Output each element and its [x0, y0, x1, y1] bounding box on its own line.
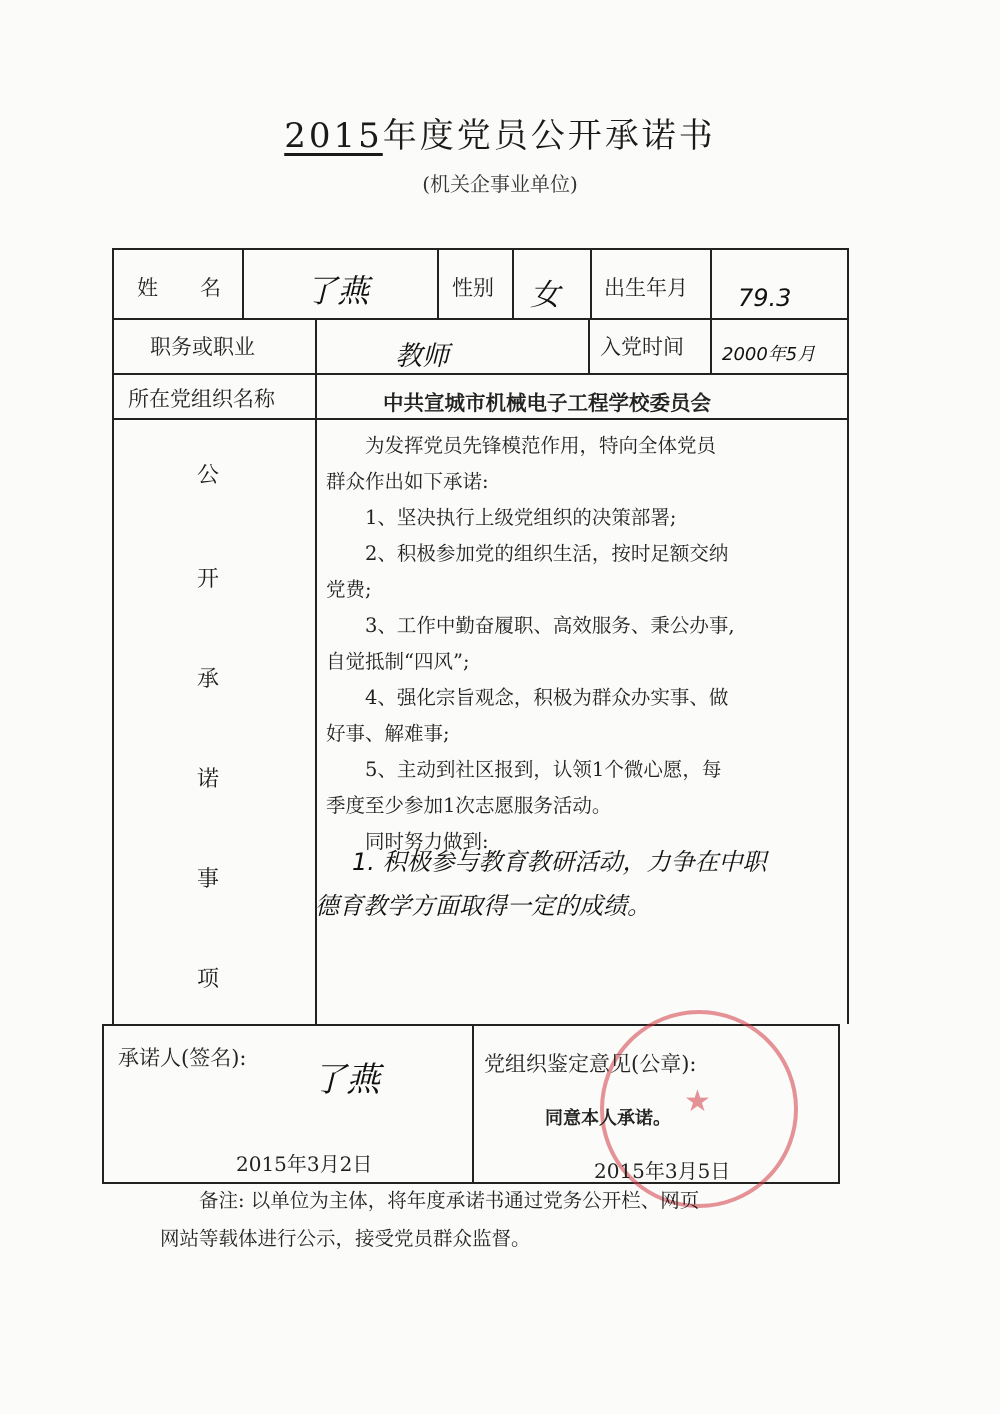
signature-date: 2015年3月2日: [236, 1152, 373, 1176]
row-divider-1: [112, 318, 847, 320]
intro-line: 群众作出如下承诺:: [326, 470, 489, 493]
footnote: [160, 1182, 840, 1258]
handwritten-line: 德育教学方面取得一定的成绩。: [315, 892, 651, 920]
approval-value: 同意本人承诺。: [545, 1108, 671, 1129]
commitment-item: 4、强化宗旨观念，积极为群众办实事、做: [365, 686, 729, 709]
join-value: 2000年5月: [722, 344, 816, 365]
job-label: 职务或职业: [150, 335, 255, 359]
commitment-item: 1、坚决执行上级党组织的决策部署;: [365, 506, 677, 529]
org-value: 中共宣城市机械电子工程学校委员会: [383, 391, 711, 415]
page-title: [0, 108, 1000, 157]
footnote-line: 网站等载体进行公示，接受党员群众监督。: [160, 1227, 531, 1250]
page-subtitle: (机关企事业单位): [422, 172, 578, 196]
row-divider-2: [112, 373, 847, 375]
name-label: 姓 名: [137, 276, 221, 300]
commitment-item-cont: 季度至少参加1次志愿服务活动。: [326, 794, 612, 817]
side-char: 诺: [197, 767, 220, 792]
org-label: 所在党组织名称: [128, 387, 275, 411]
side-char: 事: [197, 867, 220, 892]
title-year: 2015: [284, 116, 383, 156]
col-divider: [315, 373, 317, 1024]
name-value: 了燕: [305, 272, 370, 310]
birth-value: 79.3: [738, 284, 792, 312]
col-divider: [590, 248, 592, 318]
table-border-right: [847, 248, 849, 1024]
gender-label: 性别: [452, 276, 494, 300]
col-divider: [710, 248, 712, 318]
commitment-text: [326, 428, 836, 860]
birth-label: 出生年月: [604, 276, 688, 300]
also-line: 同时努力做到:: [365, 830, 489, 853]
table-border-top: [112, 248, 847, 250]
signature-label: 承诺人(签名):: [118, 1046, 247, 1070]
commitment-item: 3、工作中勤奋履职、高效服务、秉公办事,: [365, 614, 735, 637]
gender-value: 女: [530, 278, 560, 313]
star-icon: ★: [684, 1084, 711, 1119]
bottom-border-left: [102, 1024, 104, 1182]
col-divider: [242, 248, 244, 318]
row-divider-3: [112, 418, 847, 420]
table-border-left: [112, 248, 114, 1024]
footnote-line: 备注: 以单位为主体，将年度承诺书通过党务公开栏、网页: [199, 1189, 700, 1212]
approval-label: 党组织鉴定意见(公章):: [484, 1052, 697, 1076]
side-char: 项: [197, 967, 220, 992]
signature-value: 了燕: [312, 1060, 380, 1100]
intro-line: 为发挥党员先锋模范作用，特向全体党员: [365, 434, 717, 457]
bottom-border-right: [838, 1024, 840, 1182]
col-divider: [588, 318, 590, 373]
join-label: 入党时间: [600, 335, 684, 359]
job-value: 教师: [395, 341, 449, 372]
col-divider: [472, 1024, 474, 1182]
title-text: 年度党员公开承诺书: [382, 116, 716, 156]
handwritten-line: 1. 积极参与教育教研活动，力争在中职: [352, 848, 767, 876]
col-divider: [710, 318, 712, 373]
side-char: 承: [197, 667, 220, 692]
col-divider: [437, 248, 439, 318]
approval-date: 2015年3月5日: [594, 1159, 731, 1183]
commitment-item-cont: 党费;: [326, 578, 372, 601]
side-char: 开: [197, 567, 220, 592]
commitment-item: 2、积极参加党的组织生活，按时足额交纳: [365, 542, 729, 565]
side-char: 公: [197, 463, 220, 488]
commitment-item: 5、主动到社区报到，认领1个微心愿，每: [365, 758, 722, 781]
commitment-item-cont: 好事、解难事;: [326, 722, 450, 745]
commitment-item-cont: 自觉抵制“四风”;: [326, 650, 470, 673]
col-divider: [315, 318, 317, 373]
col-divider: [512, 248, 514, 318]
